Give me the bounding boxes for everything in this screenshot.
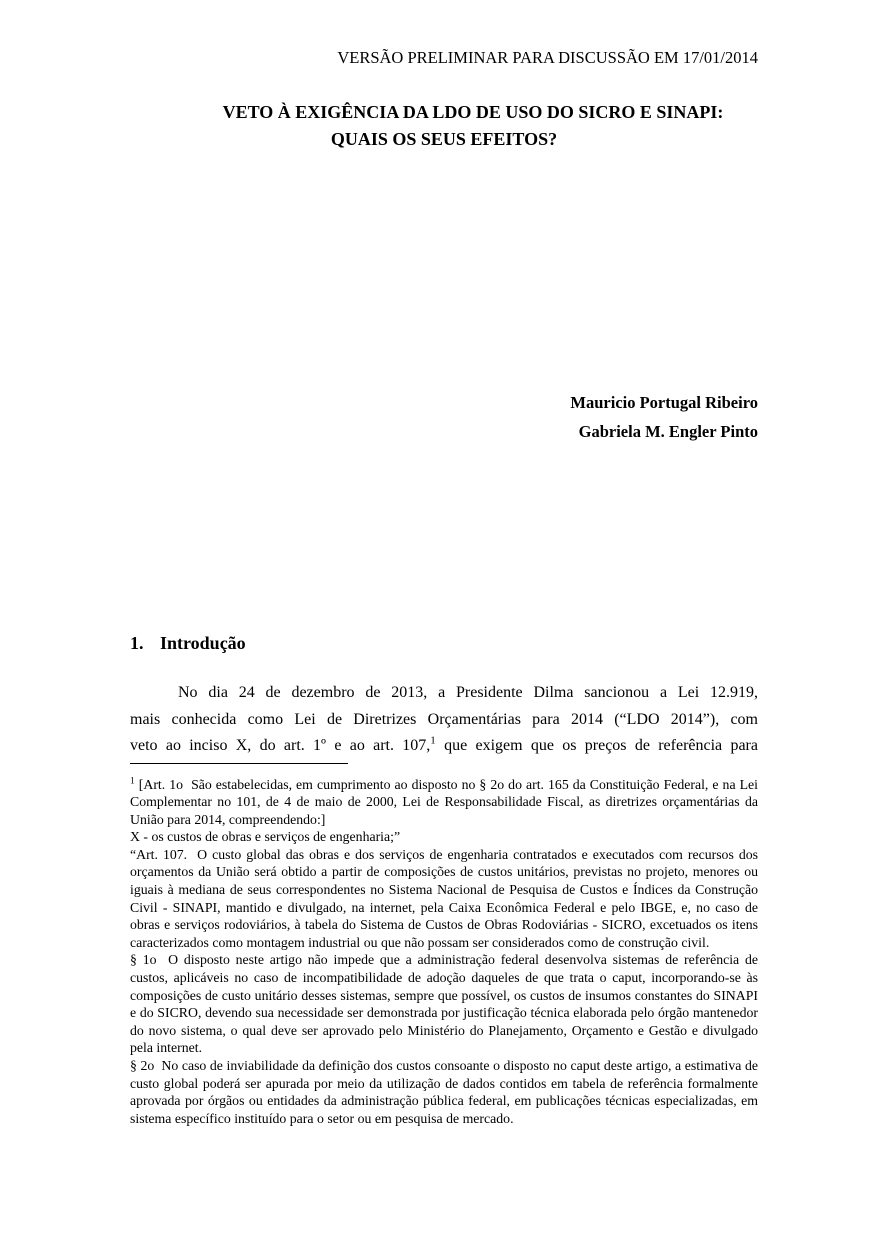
paragraph-text: que exigem que os preços de referência para [435, 737, 758, 754]
author-name-1: Mauricio Portugal Ribeiro [570, 393, 758, 412]
footnotes [130, 776, 758, 1128]
paragraph-line-3 [130, 733, 758, 760]
title-line-2: QUAIS OS SEUS EFEITOS? [330, 129, 558, 149]
footnote-marker: 1 [130, 775, 135, 786]
section-number: 1. [130, 633, 144, 653]
paragraph-line-1: No dia 24 de dezembro de 2013, a Presidente Dilma sancionou a Lei 12.919, [178, 684, 758, 701]
footnote-text: [Art. 1o São estabelecidas, em cumprimento ao disposto no § 2o do art. 165 da Constituição Federal, e na Lei Complementar no 101, de 4 de maio de 2000, Lei de Responsabilidade Fiscal, as diretrizes orçamentárias da União para 2014, compreendendo:] [130, 776, 758, 827]
footnote-paragraph-5: § 2o No caso de inviabilidade da definição dos custos consoante o disposto no caput deste artigo, a estimativa de custo global poderá ser apurada por meio da utilização de dados contidos em tabela de referência formalmente aprovada por órgãos ou entidades da administração pública federal, em publicações técnicas especializadas, em sistema específico instituído para o setor ou em pesquisa de mercado. [130, 1058, 758, 1126]
document-title [130, 99, 758, 153]
paragraph-text: veto ao inciso X, do art. 1º e ao art. 107, [130, 737, 431, 754]
footnote-paragraph-2: X - os custos de obras e serviços de engenharia;” [130, 829, 401, 845]
footnote-paragraph-1 [130, 776, 758, 829]
intro-paragraph [130, 680, 758, 760]
footnote-separator [130, 763, 348, 764]
section-title: Introdução [160, 633, 246, 653]
author-block [130, 388, 758, 446]
title-line-1: VETO À EXIGÊNCIA DA LDO DE USO DO SICRO E SINAPI: [222, 102, 724, 122]
paragraph-line-2: mais conhecida como Lei de Diretrizes Orçamentárias para 2014 (“LDO 2014”), com [130, 710, 758, 728]
section-heading [130, 630, 758, 656]
author-name-2: Gabriela M. Engler Pinto [578, 422, 758, 441]
footnote-paragraph-3: “Art. 107. O custo global das obras e dos serviços de engenharia contratados e executados com recursos dos orçamentos da União será obtido a partir de composições de custos unitários, previstas no projeto, menores ou iguais à mediana de seus correspondentes no Sistema Nacional de Pesquisa de Custos e Índices da Construção Civil - SINAPI, mantido e divulgado, na internet, pela Caixa Econômica Federal e pelo IBGE, e, no caso de obras e serviços rodoviários, à tabela do Sistema de Custos de Obras Rodoviárias - SICRO, excetuados os itens caracterizados como montagem industrial ou que não possam ser considerados como de construção civil. [130, 846, 758, 950]
running-header: VERSÃO PRELIMINAR PARA DISCUSSÃO EM 17/01/2014 [337, 48, 758, 67]
footnote-reference: 1 [430, 734, 436, 747]
footnote-paragraph-4: § 1o O disposto neste artigo não impede que a administração federal desenvolva sistemas de referência de custos, aplicáveis no caso de incompatibilidade de adoção daqueles de que trata o caput, incorporando-se às composições de custo unitário desses sistemas, sempre que possível, os custos de insumos constantes do SINAPI e do SICRO, devendo sua necessidade ser demonstrada por justificação técnica elaborada pelo órgão mantenedor do novo sistema, o qual deve ser aprovado pelo Ministério do Planejamento, Orçamento e Gestão e divulgado pela internet. [130, 952, 758, 1056]
